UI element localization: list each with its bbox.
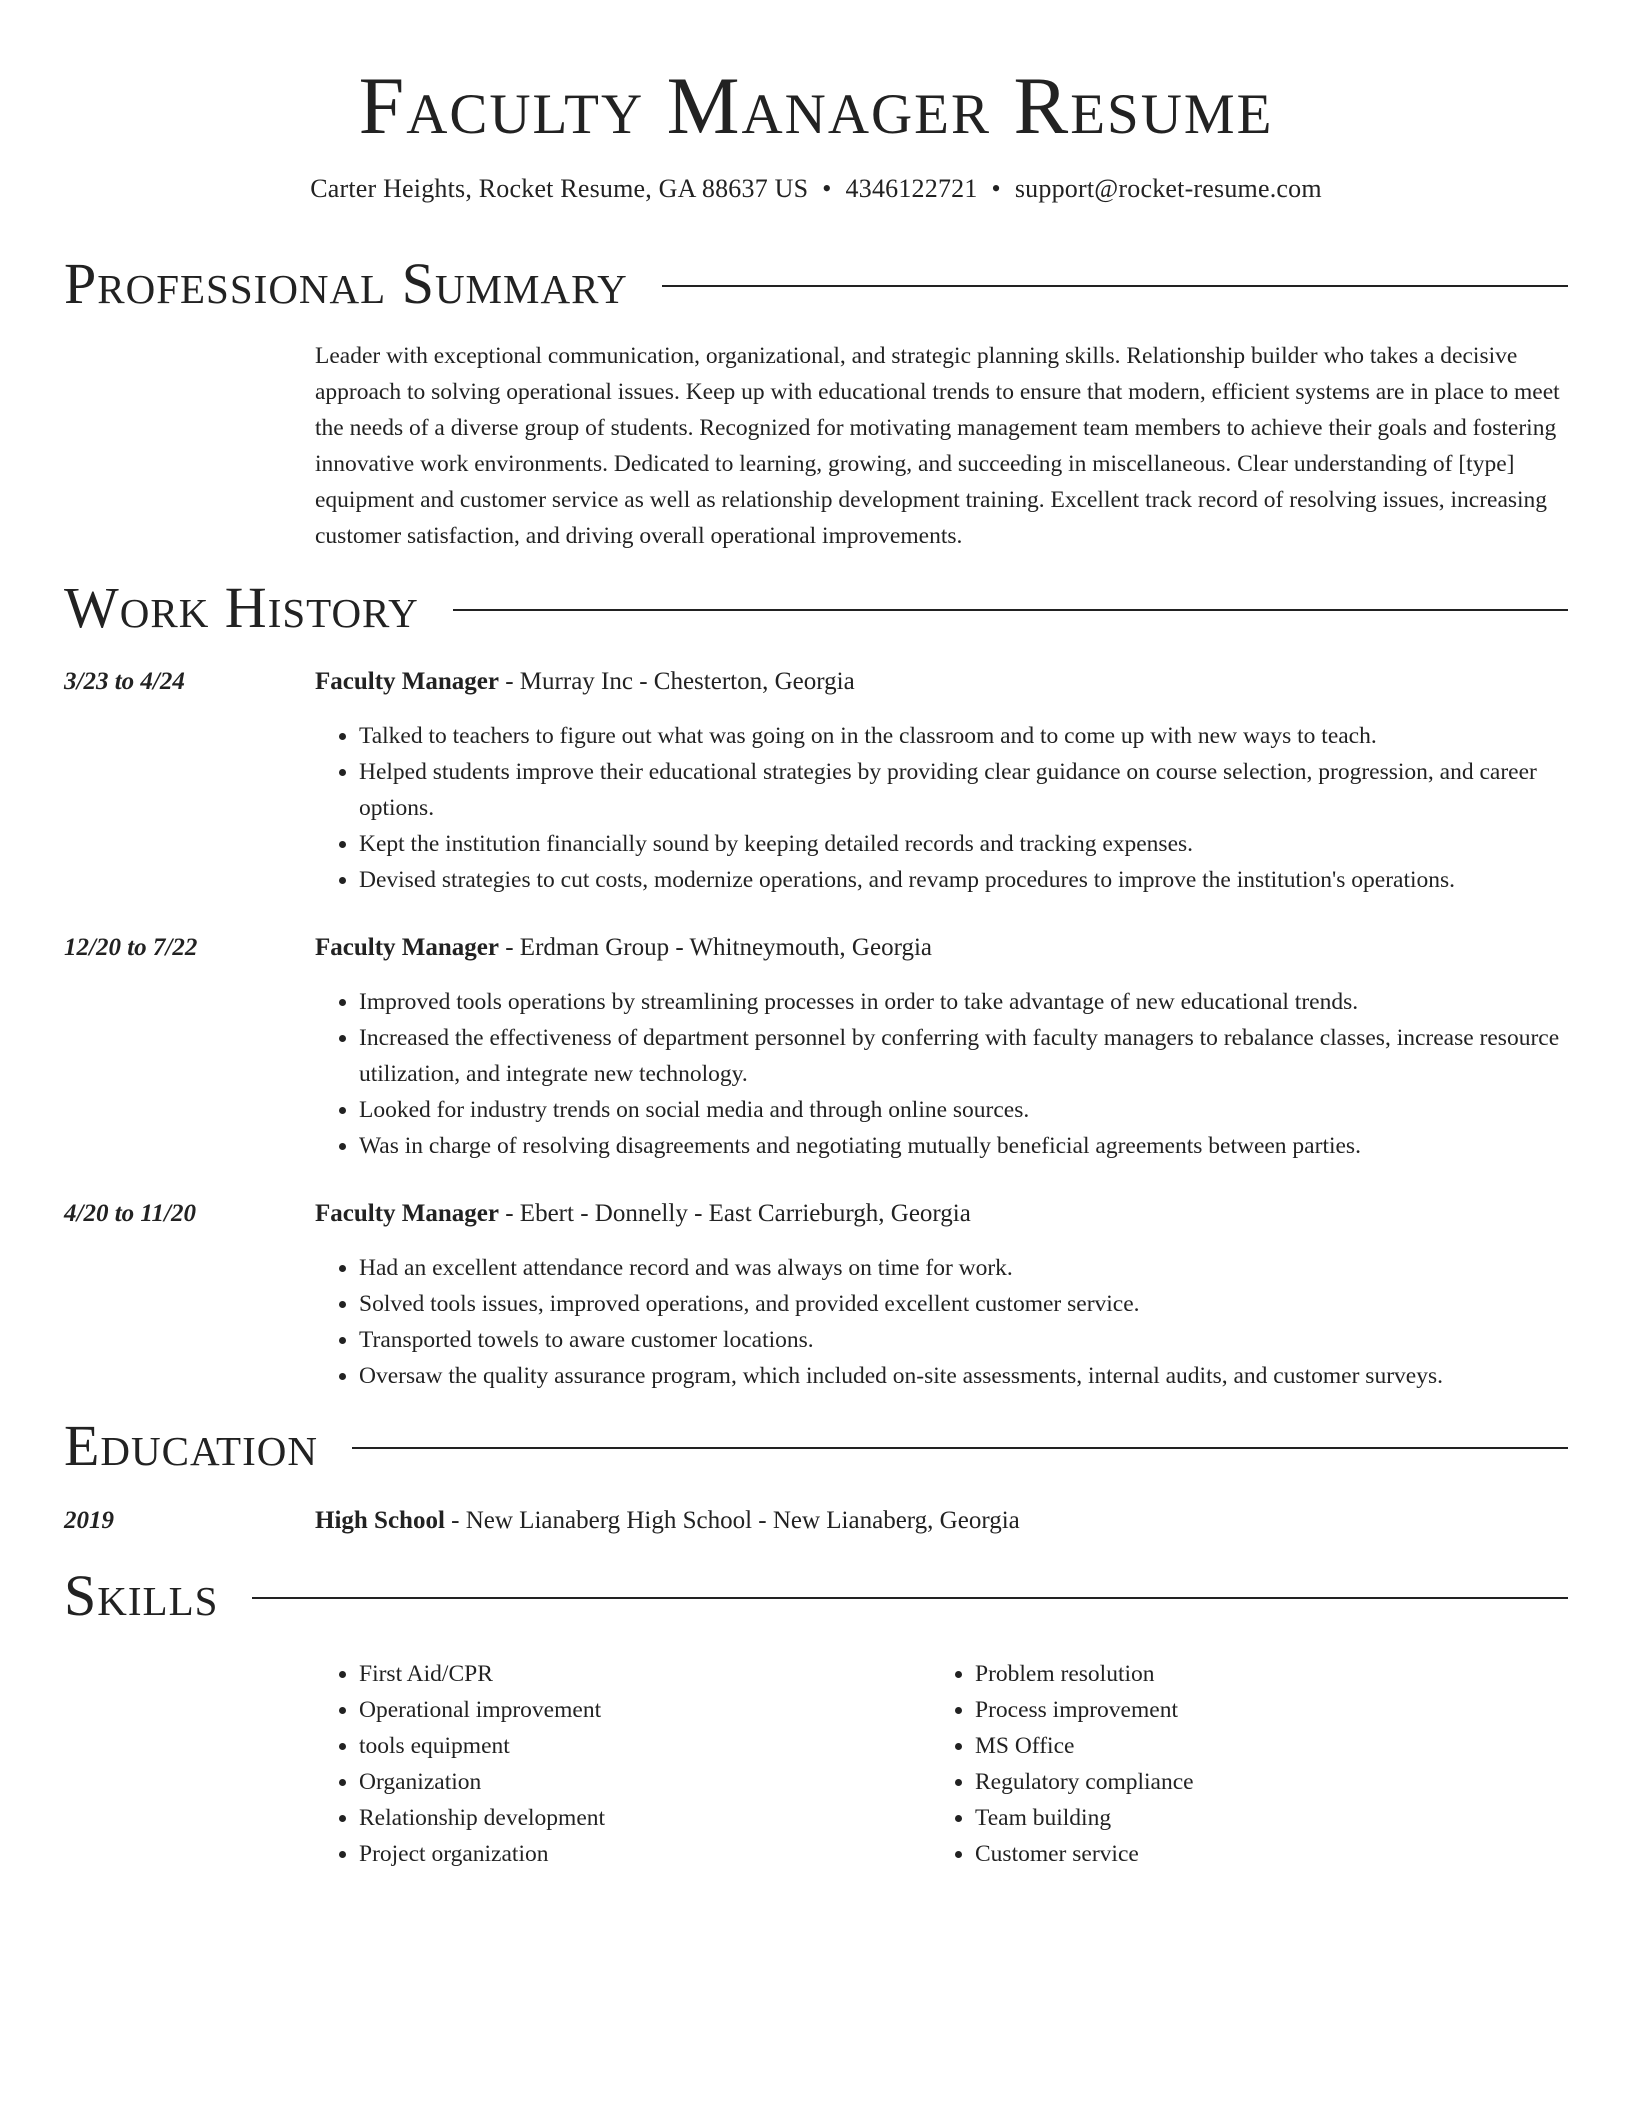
work-dates: 4/20 to 11/20: [64, 1200, 196, 1227]
work-dates: 12/20 to 7/22: [64, 934, 198, 961]
resume-page: [64, 0, 1568, 1867]
skills-list-right: [931, 1656, 1194, 1872]
summary-text: Leader with exceptional communication, organizational, and strategic planning skills. Relationship builder who takes a decisive approach to solving operational issues. Keep up with educational trends to ensure that modern, efficient systems are in place to meet the needs of a diverse group of students. Recognized for motivating management team members to achieve their goals and fostering innovative work environments. Dedicated to learning, growing, and succeeding in miscellaneous. Clear understanding of [type] equipment and customer service as well as relationship development training. Excellent track record of resolving issues, increasing customer satisfaction, and driving overall operational improvements.: [315, 343, 1560, 549]
section-title-skills: Skills: [64, 1563, 219, 1628]
job-title: Faculty Manager: [315, 668, 499, 695]
section-header-education: [64, 1414, 1568, 1478]
list-item: • Transported towels to aware customer locations.: [359, 1322, 1613, 1358]
work-role: [315, 1196, 971, 1232]
work-role: [315, 930, 932, 966]
skill-item: • Project organization: [359, 1836, 605, 1872]
section-header-work: [64, 576, 1568, 640]
list-item: • Talked to teachers to figure out what was going on in the classroom and to come up with new ways to teach.: [359, 718, 1613, 754]
work-bullets: [315, 718, 1613, 898]
list-item: • Had an excellent attendance record and was always on time for work.: [359, 1250, 1613, 1286]
section-header-skills: [64, 1564, 1568, 1628]
job-details: - Murray Inc - Chesterton, Georgia: [498, 668, 855, 695]
education-degree-line: [315, 1503, 1020, 1539]
contact-separator: •: [822, 174, 832, 203]
contact-separator: •: [991, 174, 1001, 203]
list-item: • Improved tools operations by streamlining processes in order to take advantage of new educational trends.: [359, 984, 1613, 1020]
job-title: Faculty Manager: [315, 1200, 499, 1227]
skill-item: • Customer service: [975, 1836, 1194, 1872]
section-divider: [352, 1447, 1568, 1449]
work-bullets: [315, 1250, 1613, 1394]
education-year: 2019: [64, 1507, 114, 1534]
contact-phone: 4346122721: [845, 174, 978, 203]
skill-item: • Organization: [359, 1764, 605, 1800]
section-title-work: Work History: [64, 575, 419, 640]
list-item: • Devised strategies to cut costs, modernize operations, and revamp procedures to improve the institution's operations.: [359, 862, 1613, 898]
skill-item: • Relationship development: [359, 1800, 605, 1836]
education-degree: High School: [315, 1507, 445, 1534]
skill-item: • tools equipment: [359, 1728, 605, 1764]
list-item: • Helped students improve their educational strategies by providing clear guidance on course selection, progression, and career options.: [359, 754, 1613, 826]
section-header-summary: [64, 252, 1568, 316]
contact-email: support@rocket-resume.com: [1014, 174, 1322, 203]
contact-address: Carter Heights, Rocket Resume, GA 88637 US: [310, 174, 809, 203]
skill-item: • First Aid/CPR: [359, 1656, 605, 1692]
skill-item: • MS Office: [975, 1728, 1194, 1764]
list-item: • Was in charge of resolving disagreements and negotiating mutually beneficial agreements between parties.: [359, 1128, 1613, 1164]
list-item: • Oversaw the quality assurance program, which included on-site assessments, internal audits, and customer surveys.: [359, 1358, 1613, 1394]
section-title-summary: Professional Summary: [64, 251, 628, 316]
list-item: • Solved tools issues, improved operations, and provided excellent customer service.: [359, 1286, 1613, 1322]
job-details: - Ebert - Donnelly - East Carrieburgh, Georgia: [498, 1200, 971, 1227]
skill-item: • Team building: [975, 1800, 1194, 1836]
work-role: [315, 664, 855, 700]
skill-item: • Process improvement: [975, 1692, 1194, 1728]
skill-item: • Operational improvement: [359, 1692, 605, 1728]
education-details: - New Lianaberg High School - New Lianaberg, Georgia: [444, 1507, 1020, 1534]
job-details: - Erdman Group - Whitneymouth, Georgia: [498, 934, 932, 961]
skill-item: • Problem resolution: [975, 1656, 1194, 1692]
section-divider: [453, 609, 1568, 611]
section-divider: [662, 285, 1568, 287]
list-item: • Kept the institution financially sound by keeping detailed records and tracking expenses.: [359, 826, 1613, 862]
work-dates: 3/23 to 4/24: [64, 668, 185, 695]
list-item: • Increased the effectiveness of department personnel by conferring with faculty managers to rebalance classes, increase resource utilization, and integrate new technology.: [359, 1020, 1613, 1092]
list-item: • Looked for industry trends on social media and through online sources.: [359, 1092, 1613, 1128]
skill-item: • Regulatory compliance: [975, 1764, 1194, 1800]
section-title-education: Education: [64, 1413, 318, 1478]
skills-list-left: [315, 1656, 605, 1872]
work-bullets: [315, 984, 1613, 1164]
contact-line: [64, 172, 1568, 206]
job-title: Faculty Manager: [315, 934, 499, 961]
resume-title: Faculty Manager Resume: [358, 60, 1274, 151]
section-divider: [252, 1597, 1568, 1599]
